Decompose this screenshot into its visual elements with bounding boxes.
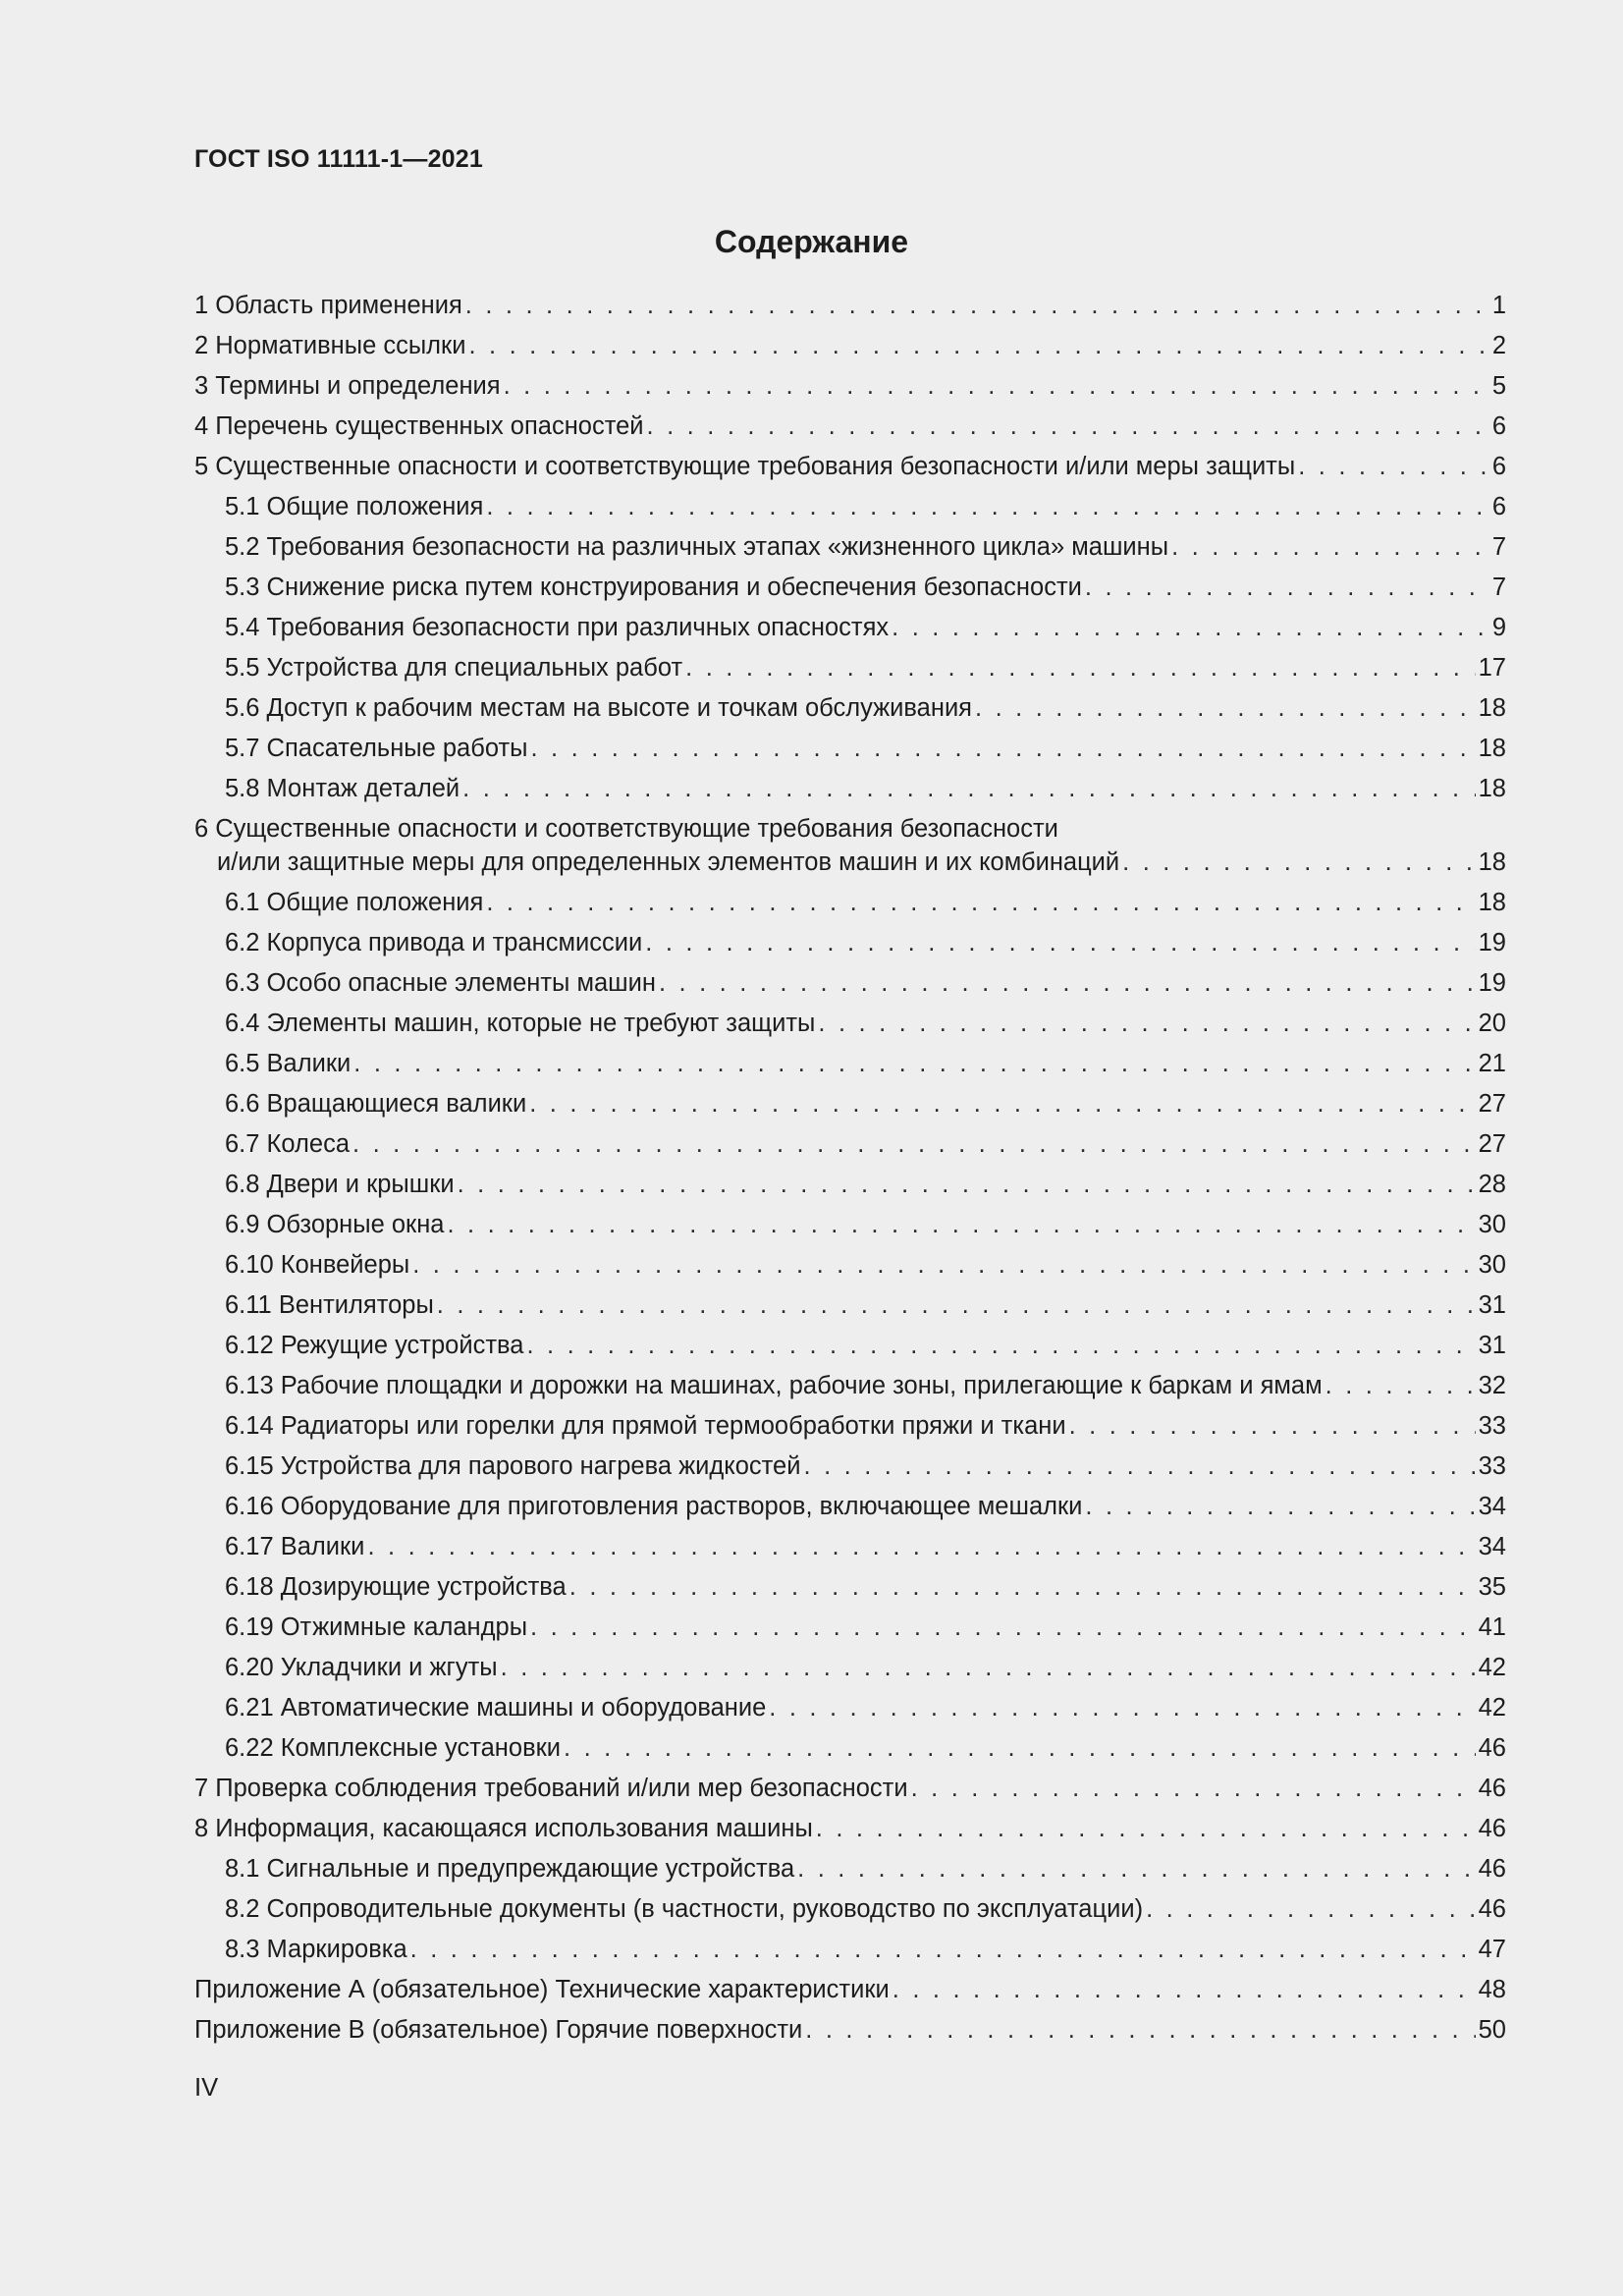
toc-entry-label: 8.1 Сигнальные и предупреждающие устройства: [225, 1855, 795, 1883]
toc-entry-6-17[interactable]: [194, 1527, 1506, 1567]
toc-entry-6-22[interactable]: [194, 1728, 1506, 1769]
toc-entry-page: 17: [1478, 654, 1506, 682]
toc-entry-label: 5.1 Общие положения: [225, 493, 484, 520]
toc-entry-label: 1 Область применения: [194, 292, 462, 319]
toc-leader-dots: [352, 1124, 1476, 1165]
toc-leader-dots: [367, 1527, 1475, 1567]
toc-entry-5-2[interactable]: [194, 527, 1506, 568]
toc-entry-5-7[interactable]: [194, 729, 1506, 769]
toc-entry-page: 34: [1478, 1493, 1506, 1520]
toc-entry-page: 33: [1478, 1412, 1506, 1440]
toc-entry-label: 5.8 Монтаж деталей: [225, 775, 460, 802]
toc-entry-label-continued: и/или защитные меры для определенных элементов машин и их комбинаций: [217, 848, 1120, 876]
toc-entry-page: 27: [1478, 1130, 1506, 1158]
toc-entry-label: 6.13 Рабочие площадки и дорожки на машинах, рабочие зоны, прилегающие к баркам и ямам: [225, 1372, 1323, 1399]
toc-entry-label: 6.7 Колеса: [225, 1130, 351, 1158]
toc-leader-dots: [659, 963, 1476, 1004]
toc-leader-dots: [1085, 568, 1489, 608]
toc-leader-dots: [911, 1769, 1476, 1809]
toc-entry-page: 18: [1478, 775, 1506, 802]
toc-entry-6-9[interactable]: [194, 1205, 1506, 1245]
toc-entry-6-16[interactable]: [194, 1487, 1506, 1527]
toc-entry-page: 6: [1491, 453, 1506, 480]
toc-entry-page: 28: [1478, 1171, 1506, 1198]
document-header: ГОСТ ISO 11111-1—2021: [194, 145, 483, 173]
toc-leader-dots: [1171, 527, 1489, 568]
toc-entry-page: 46: [1478, 1734, 1506, 1762]
toc-entry-6-5[interactable]: [194, 1044, 1506, 1084]
toc-entry-page: 32: [1478, 1372, 1506, 1399]
toc-entry-label: 6.14 Радиаторы или горелки для прямой термообработки пряжи и ткани: [225, 1412, 1066, 1440]
toc-leader-dots: [465, 286, 1489, 326]
toc-leader-dots: [529, 1084, 1475, 1124]
toc-leader-dots: [1069, 1406, 1476, 1447]
toc-leader-dots: [647, 407, 1489, 447]
toc-entry-label: 6.11 Вентиляторы: [225, 1291, 434, 1319]
toc-entry-6-20[interactable]: [194, 1648, 1506, 1688]
toc-leader-dots: [486, 487, 1488, 527]
toc-entry-label: 5 Существенные опасности и соответствующие требования безопасности и/или меры защиты: [194, 453, 1296, 480]
toc-entry-6-10[interactable]: [194, 1245, 1506, 1285]
toc-leader-dots: [892, 608, 1489, 648]
toc-entry-label: 6.18 Дозирующие устройства: [225, 1573, 567, 1601]
toc-entry-page: 6: [1491, 412, 1506, 440]
toc-entry-label: 6.10 Конвейеры: [225, 1251, 410, 1279]
toc-leader-dots: [569, 1567, 1476, 1608]
toc-entry-page: 19: [1478, 929, 1506, 957]
toc-entry-label: 6.17 Валики: [225, 1533, 365, 1560]
toc-entry-page: 46: [1478, 1775, 1506, 1802]
toc-leader-dots: [1146, 1889, 1476, 1930]
toc-leader-dots: [468, 326, 1488, 366]
toc-entry-page: 19: [1478, 969, 1506, 997]
toc-leader-dots: [893, 1970, 1476, 2010]
toc-entry-page: 33: [1478, 1452, 1506, 1480]
toc-entry-8-3[interactable]: [194, 1930, 1506, 1970]
toc-entry-label: 6.12 Режущие устройства: [225, 1332, 524, 1359]
toc-entry-label: 6.6 Вращающиеся валики: [225, 1090, 527, 1118]
toc-entry-6-18[interactable]: [194, 1567, 1506, 1608]
toc-leader-dots: [530, 729, 1475, 769]
toc-entry-label: 6.1 Общие положения: [225, 889, 484, 916]
toc-entry-4[interactable]: [194, 407, 1506, 447]
toc-entry-label: Приложение В (обязательное) Горячие поверхности: [194, 2016, 803, 2044]
toc-entry-label: 5.4 Требования безопасности при различных опасностях: [225, 614, 890, 641]
toc-entry-page: 48: [1478, 1976, 1506, 2003]
toc-entry-6-7[interactable]: [194, 1124, 1506, 1165]
toc-entry-8[interactable]: [194, 1809, 1506, 1849]
toc-entry-6-13[interactable]: [194, 1366, 1506, 1406]
toc-entry-page: 30: [1478, 1211, 1506, 1238]
toc-entry-1[interactable]: [194, 286, 1506, 326]
toc-entry-label: 7 Проверка соблюдения требований и/или мер безопасности: [194, 1775, 908, 1802]
toc-entry-page: 21: [1478, 1050, 1506, 1077]
toc-entry-6-8[interactable]: [194, 1165, 1506, 1205]
toc-leader-dots: [412, 1245, 1475, 1285]
toc-entry-page: 35: [1478, 1573, 1506, 1601]
toc-entry-page: 46: [1478, 1895, 1506, 1923]
toc-leader-dots: [805, 2010, 1475, 2050]
toc-leader-dots: [818, 1004, 1475, 1044]
toc-entry-label: 6.20 Укладчики и жгуты: [225, 1654, 498, 1681]
toc-leader-dots: [1122, 843, 1475, 883]
toc-leader-dots: [437, 1285, 1476, 1326]
toc-entry-8-2[interactable]: [194, 1889, 1506, 1930]
toc-leader-dots: [504, 366, 1489, 407]
toc-entry-5-1[interactable]: [194, 487, 1506, 527]
toc-entry-7[interactable]: [194, 1769, 1506, 1809]
toc-leader-dots: [1085, 1487, 1475, 1527]
toc-entry-page: 31: [1478, 1332, 1506, 1359]
toc-entry-label: 6.2 Корпуса привода и трансмиссии: [225, 929, 643, 957]
toc-leader-dots: [486, 883, 1475, 923]
toc-leader-dots: [769, 1688, 1475, 1728]
toc-leader-dots: [462, 769, 1475, 809]
toc-entry-label: 5.3 Снижение риска путем конструирования и обеспечения безопасности: [225, 574, 1082, 601]
toc-entry-5-4[interactable]: [194, 608, 1506, 648]
toc-entry-page: 18: [1478, 735, 1506, 762]
toc-entry-label: 6.22 Комплексные установки: [225, 1734, 562, 1762]
toc-entry-6[interactable]: [194, 809, 1506, 843]
toc-entry-8-1[interactable]: [194, 1849, 1506, 1889]
toc-entry-page: 30: [1478, 1251, 1506, 1279]
toc-entry-5-5[interactable]: [194, 648, 1506, 688]
toc-entry-label: 6 Существенные опасности и соответствующие требования безопасности: [194, 815, 1058, 843]
toc-leader-dots: [530, 1608, 1476, 1648]
toc-entry-page: 31: [1478, 1291, 1506, 1319]
toc-entry-label: 6.3 Особо опасные элементы машин: [225, 969, 656, 997]
toc-entry-label: 6.21 Автоматические машины и оборудование: [225, 1694, 767, 1722]
toc-leader-dots: [564, 1728, 1476, 1769]
toc-entry-label: 5.5 Устройства для специальных работ: [225, 654, 683, 682]
toc-entry-label: 6.16 Оборудование для приготовления растворов, включающее мешалки: [225, 1493, 1083, 1520]
toc-entry-annex-b[interactable]: [194, 2010, 1506, 2050]
toc-entry-6-continued[interactable]: [194, 843, 1506, 883]
toc-entry-label: 8.2 Сопроводительные документы (в частности, руководство по эксплуатации): [225, 1895, 1144, 1923]
table-of-contents: [194, 286, 1506, 2050]
toc-entry-5[interactable]: [194, 447, 1506, 487]
toc-entry-page: 46: [1478, 1855, 1506, 1883]
page-number: IV: [194, 2074, 219, 2102]
toc-entry-page: 9: [1491, 614, 1506, 641]
toc-leader-dots: [526, 1326, 1475, 1366]
toc-leader-dots: [353, 1044, 1475, 1084]
toc-entry-3[interactable]: [194, 366, 1506, 407]
toc-entry-page: 41: [1478, 1613, 1506, 1641]
toc-entry-page: 6: [1491, 493, 1506, 520]
toc-entry-page: 42: [1478, 1654, 1506, 1681]
toc-entry-5-8[interactable]: [194, 769, 1506, 809]
toc-entry-label: 3 Термины и определения: [194, 372, 501, 400]
toc-entry-label: 6.5 Валики: [225, 1050, 352, 1077]
toc-entry-page: 7: [1491, 574, 1506, 601]
toc-entry-5-6[interactable]: [194, 688, 1506, 729]
toc-entry-label: 5.2 Требования безопасности на различных этапах «жизненного цикла» машины: [225, 533, 1169, 561]
toc-entry-page: 27: [1478, 1090, 1506, 1118]
toc-entry-page: 34: [1478, 1533, 1506, 1560]
toc-entry-label: 5.6 Доступ к рабочим местам на высоте и точкам обслуживания: [225, 694, 972, 722]
toc-entry-label: 4 Перечень существенных опасностей: [194, 412, 644, 440]
toc-leader-dots: [685, 648, 1476, 688]
toc-entry-page: 46: [1478, 1815, 1506, 1842]
toc-entry-label: 2 Нормативные ссылки: [194, 332, 466, 359]
toc-entry-label: 5.7 Спасательные работы: [225, 735, 528, 762]
toc-leader-dots: [645, 923, 1475, 963]
toc-entry-page: 18: [1478, 848, 1506, 876]
toc-entry-6-14[interactable]: [194, 1406, 1506, 1447]
toc-leader-dots: [797, 1849, 1475, 1889]
toc-entry-page: 7: [1491, 533, 1506, 561]
toc-title: Содержание: [714, 224, 909, 259]
toc-entry-6-19[interactable]: [194, 1608, 1506, 1648]
toc-entry-6-12[interactable]: [194, 1326, 1506, 1366]
toc-leader-dots: [458, 1165, 1476, 1205]
toc-leader-dots: [804, 1447, 1476, 1487]
toc-entry-page: 18: [1478, 694, 1506, 722]
toc-entry-label: 8.3 Маркировка: [225, 1936, 407, 1963]
toc-entry-label: 6.4 Элементы машин, которые не требуют защиты: [225, 1010, 816, 1037]
toc-entry-6-3[interactable]: [194, 963, 1506, 1004]
toc-entry-5-3[interactable]: [194, 568, 1506, 608]
toc-entry-2[interactable]: [194, 326, 1506, 366]
toc-entry-6-1[interactable]: [194, 883, 1506, 923]
toc-leader-dots: [410, 1930, 1476, 1970]
toc-leader-dots: [501, 1648, 1476, 1688]
toc-entry-page: 47: [1478, 1936, 1506, 1963]
toc-entry-label: 6.19 Отжимные каландры: [225, 1613, 528, 1641]
toc-entry-page: 20: [1478, 1010, 1506, 1037]
toc-leader-dots: [1325, 1366, 1476, 1406]
toc-entry-label: 6.9 Обзорные окна: [225, 1211, 445, 1238]
toc-entry-label: 8 Информация, касающаяся использования машины: [194, 1815, 813, 1842]
toc-entry-page: 2: [1491, 332, 1506, 359]
toc-entry-page: 5: [1491, 372, 1506, 400]
toc-entry-label: Приложение А (обязательное) Технические характеристики: [194, 1976, 890, 2003]
toc-leader-dots: [1298, 447, 1489, 487]
toc-entry-page: 42: [1478, 1694, 1506, 1722]
toc-entry-6-6[interactable]: [194, 1084, 1506, 1124]
toc-entry-6-4[interactable]: [194, 1004, 1506, 1044]
toc-entry-page: 1: [1491, 292, 1506, 319]
toc-entry-label: 6.8 Двери и крышки: [225, 1171, 455, 1198]
toc-entry-6-2[interactable]: [194, 923, 1506, 963]
toc-entry-6-21[interactable]: [194, 1688, 1506, 1728]
toc-entry-6-15[interactable]: [194, 1447, 1506, 1487]
toc-leader-dots: [816, 1809, 1476, 1849]
toc-entry-annex-a[interactable]: [194, 1970, 1506, 2010]
toc-entry-page: 18: [1478, 889, 1506, 916]
toc-entry-page: 50: [1478, 2016, 1506, 2044]
toc-leader-dots: [975, 688, 1476, 729]
toc-leader-dots: [447, 1205, 1475, 1245]
toc-entry-label: 6.15 Устройства для парового нагрева жидкостей: [225, 1452, 801, 1480]
toc-entry-6-11[interactable]: [194, 1285, 1506, 1326]
